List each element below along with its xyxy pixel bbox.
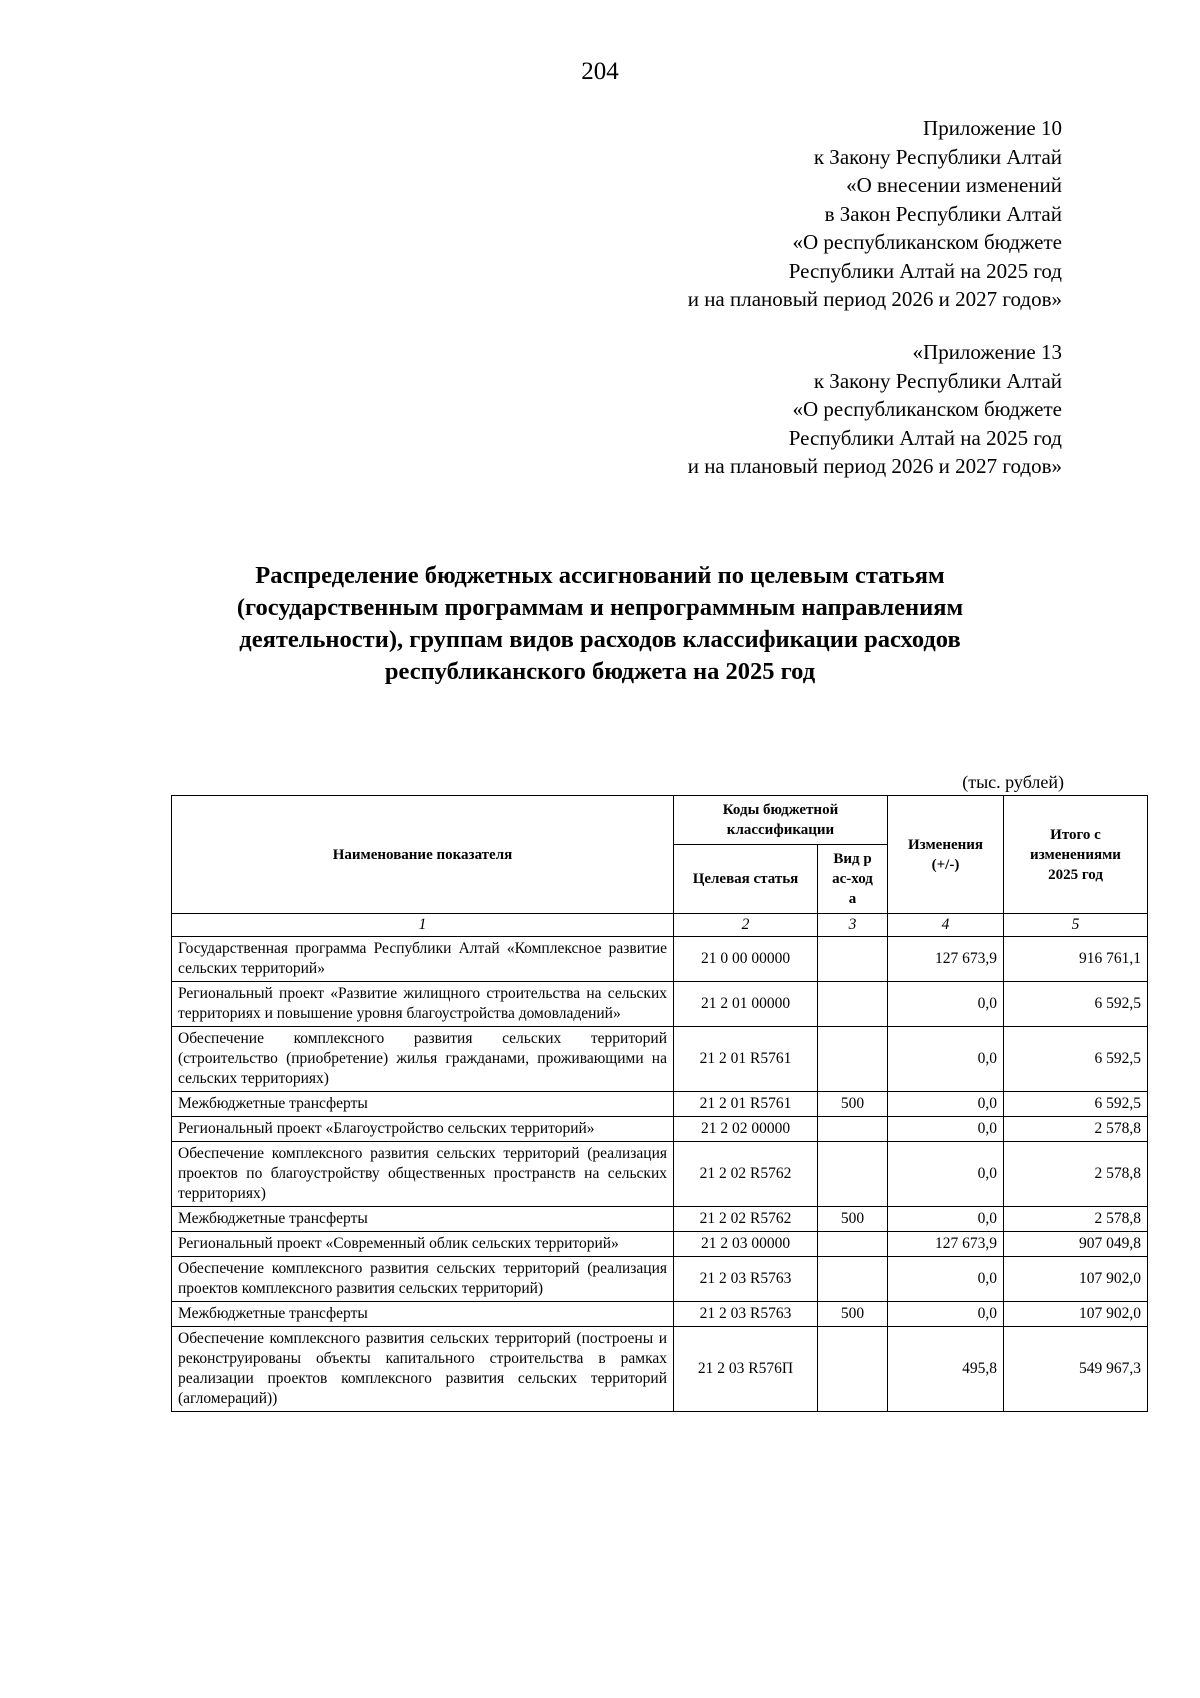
row-change: 127 673,9 [888, 1232, 1004, 1257]
row-code: 21 2 02 R5762 [674, 1207, 818, 1232]
row-kind [818, 937, 888, 982]
row-total: 107 902,0 [1004, 1302, 1148, 1327]
row-total: 6 592,5 [1004, 982, 1148, 1027]
row-kind [818, 1327, 888, 1412]
appendix-line: к Закону Республики Алтай [813, 144, 1062, 169]
row-change: 0,0 [888, 1207, 1004, 1232]
table-row [172, 1142, 1148, 1207]
row-change: 127 673,9 [888, 937, 1004, 982]
title-line: республиканского бюджета на 2025 год [384, 658, 816, 685]
row-total: 2 578,8 [1004, 1117, 1148, 1142]
row-code: 21 2 03 00000 [674, 1232, 818, 1257]
title-line: (государственным программам и непрограммным направлениям [236, 594, 964, 621]
row-kind: 500 [818, 1207, 888, 1232]
row-total: 549 967,3 [1004, 1327, 1148, 1412]
document-title [0, 560, 1200, 688]
row-change: 0,0 [888, 1117, 1004, 1142]
row-name: Обеспечение комплексного развития сельских территорий (построены и реконструированы объекты капитального строительства в рамках реализации проектов комплексного развития сельских территорий (агломераций)) [172, 1327, 674, 1412]
row-change: 0,0 [888, 1257, 1004, 1302]
row-total: 2 578,8 [1004, 1142, 1148, 1207]
row-kind [818, 1117, 888, 1142]
appendix-line: и на плановый период 2026 и 2027 годов» [687, 287, 1062, 311]
column-index: 2 [674, 914, 818, 937]
appendix-line: «О республиканском бюджете [792, 230, 1062, 254]
appendix-line: Республики Алтай на 2025 год [788, 258, 1062, 283]
table-row [172, 1302, 1148, 1327]
appendix-10-header [688, 114, 1062, 314]
row-change: 0,0 [888, 1027, 1004, 1092]
row-kind: 500 [818, 1092, 888, 1117]
appendix-line: к Закону Республики Алтай [813, 368, 1062, 393]
row-name: Обеспечение комплексного развития сельских территорий (реализация проектов по благоустройству общественных пространств на сельских территориях) [172, 1142, 674, 1207]
appendix-line: «Приложение 13 [912, 340, 1062, 364]
column-index: 3 [818, 914, 888, 937]
header-codes-group: Коды бюджетной классификации [674, 796, 888, 845]
appendix-line: Приложение 10 [923, 116, 1062, 140]
budget-table [171, 795, 1148, 1412]
row-name: Региональный проект «Благоустройство сельских территорий» [172, 1117, 674, 1142]
row-name: Межбюджетные трансферты [172, 1092, 674, 1117]
row-name: Региональный проект «Развитие жилищного строительства на сельских территориях и повышение уровня благоустройства домовладений» [172, 982, 674, 1027]
header-total: Итого с изменениями 2025 год [1004, 796, 1148, 914]
table-row [172, 1027, 1148, 1092]
row-code: 21 2 01 R5761 [674, 1092, 818, 1117]
row-code: 21 2 03 R5763 [674, 1302, 818, 1327]
table-header-row [172, 796, 1148, 845]
appendix-line: в Закон Республики Алтай [824, 201, 1062, 226]
appendix-line: «О республиканском бюджете [792, 397, 1062, 421]
header-name: Наименование показателя [172, 796, 674, 914]
appendix-line: Республики Алтай на 2025 год [788, 425, 1062, 450]
column-index: 1 [172, 914, 674, 937]
row-total: 6 592,5 [1004, 1092, 1148, 1117]
row-code: 21 2 01 00000 [674, 982, 818, 1027]
row-code: 21 2 02 R5762 [674, 1142, 818, 1207]
row-change: 0,0 [888, 1092, 1004, 1117]
appendix-line: «О внесении изменений [846, 173, 1062, 197]
header-expense-kind: Вид рас-хода [818, 845, 888, 914]
header-changes: Изменения (+/-) [888, 796, 1004, 914]
column-index-row [172, 914, 1148, 937]
row-total: 6 592,5 [1004, 1027, 1148, 1092]
row-kind [818, 1142, 888, 1207]
row-change: 495,8 [888, 1327, 1004, 1412]
row-name: Межбюджетные трансферты [172, 1207, 674, 1232]
table-row [172, 937, 1148, 982]
table-row [172, 1257, 1148, 1302]
row-kind [818, 982, 888, 1027]
row-total: 916 761,1 [1004, 937, 1148, 982]
row-kind: 500 [818, 1302, 888, 1327]
row-kind [818, 1027, 888, 1092]
row-name: Региональный проект «Современный облик сельских территорий» [172, 1232, 674, 1257]
appendix-line: и на плановый период 2026 и 2027 годов» [687, 454, 1062, 478]
row-total: 2 578,8 [1004, 1207, 1148, 1232]
row-change: 0,0 [888, 1142, 1004, 1207]
row-name: Обеспечение комплексного развития сельских территорий (строительство (приобретение) жилья гражданами, проживающими на сельских территориях) [172, 1027, 674, 1092]
column-index: 5 [1004, 914, 1148, 937]
row-name: Государственная программа Республики Алтай «Комплексное развитие сельских территорий» [172, 937, 674, 982]
table-row [172, 1327, 1148, 1412]
row-code: 21 2 01 R5761 [674, 1027, 818, 1092]
column-index: 4 [888, 914, 1004, 937]
title-line: деятельности), группам видов расходов классификации расходов [239, 626, 961, 653]
row-change: 0,0 [888, 1302, 1004, 1327]
header-target-article: Целевая статья [674, 845, 818, 914]
row-name: Обеспечение комплексного развития сельских территорий (реализация проектов комплексного развития сельских территорий) [172, 1257, 674, 1302]
appendix-13-header [688, 338, 1062, 481]
row-name: Межбюджетные трансферты [172, 1302, 674, 1327]
row-kind [818, 1232, 888, 1257]
title-line: Распределение бюджетных ассигнований по целевым статьям [255, 562, 945, 589]
row-code: 21 2 03 R576П [674, 1327, 818, 1412]
table-row [172, 1207, 1148, 1232]
row-code: 21 2 03 R5763 [674, 1257, 818, 1302]
table-row [172, 1092, 1148, 1117]
row-code: 21 2 02 00000 [674, 1117, 818, 1142]
row-change: 0,0 [888, 982, 1004, 1027]
table-row [172, 982, 1148, 1027]
row-total: 907 049,8 [1004, 1232, 1148, 1257]
row-total: 107 902,0 [1004, 1257, 1148, 1302]
table-row [172, 1232, 1148, 1257]
table-row [172, 1117, 1148, 1142]
units-label: (тыс. рублей) [962, 772, 1064, 792]
page-number: 204 [581, 58, 619, 85]
row-code: 21 0 00 00000 [674, 937, 818, 982]
row-kind [818, 1257, 888, 1302]
